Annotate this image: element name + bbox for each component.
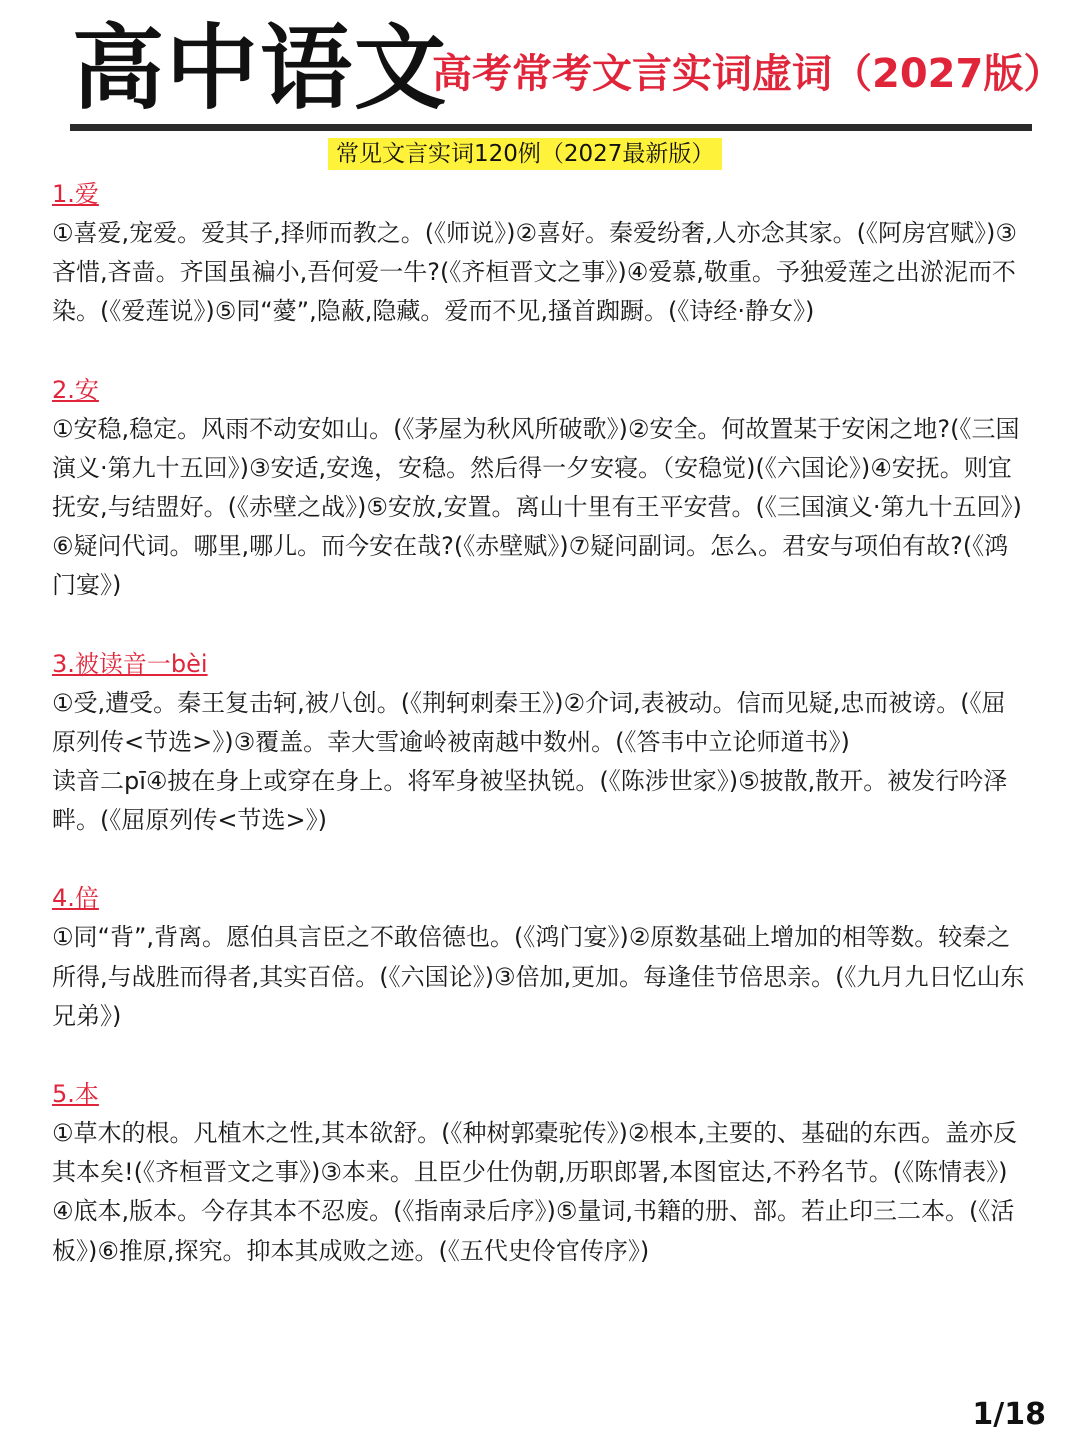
entry-title: 3.被读音一bèi <box>52 649 208 678</box>
entry-body-second-reading: 读音二pī④披在身上或穿在身上。将军身被坚执锐。(《陈涉世家》)⑤披散,散开。被发行吟泽畔。(《屈原列传<节选>》) <box>52 767 1008 835</box>
entry-bei-double <box>52 878 1027 1036</box>
header <box>0 0 1080 167</box>
entry-ben <box>52 1074 1027 1271</box>
entry-body: ①草木的根。凡植木之性,其本欲舒。(《种树郭橐驼传》)②根本,主要的、基础的东西。盖亦反其本矣!(《齐桓晋文之事》)③本来。且臣少仕伪朝,历职郎署,本图宦达,不矜名节。(《陈情表》)④底本,版本。今存其本不忍废。(《指南录后序》)⑤量词,书籍的册、部。若止印三二本。(《活板》)⑥推原,探究。抑本其成败之迹。(《五代史伶官传序》) <box>52 1119 1018 1265</box>
entry-body: ①喜爱,宠爱。爱其子,择师而教之。(《师说》)②喜好。秦爱纷奢,人亦念其家。(《阿房宫赋》)③吝惜,吝啬。齐国虽褊小,吾何爱一牛?(《齐桓晋文之事》)④爱慕,敬重。予独爱莲之出淤泥而不染。(《爱莲说》)⑤同“薆”,隐蔽,隐藏。爱而不见,搔首踟蹰。(《诗经·静女》) <box>52 219 1017 326</box>
page-number: 1/18 <box>972 1397 1046 1432</box>
entry-body: ①安稳,稳定。风雨不动安如山。(《茅屋为秋风所破歌》)②安全。何故置某于安闲之地?(《三国演义·第九十五回》)③安适,安逸，安稳。然后得一夕安寝。（安稳觉)(《六国论》)④安抚。则宜抚安,与结盟好。(《赤壁之战》)⑤安放,安置。离山十里有王平安营。(《三国演义·第九十五回》)⑥疑问代词。哪里,哪儿。而今安在哉?(《赤壁赋》)⑦疑问副词。怎么。君安与项伯有故?(《鸿门宴》) <box>52 414 1022 600</box>
entry-body: ①受,遭受。秦王复击轲,被八创。(《荆轲刺秦王》)②介词,表被动。信而见疑,忠而被谤。(《屈原列传<节选>》)③覆盖。幸大雪逾岭被南越中数州。(《答韦中立论师道书》) <box>52 688 1006 756</box>
entries-list <box>52 174 1027 1309</box>
entry-title: 2.安 <box>52 375 99 404</box>
divider <box>70 124 1032 131</box>
entry-ai <box>52 174 1027 332</box>
subtitle-highlight: 常见文言实词120例（2027最新版） <box>328 138 722 170</box>
entry-body: ①同“背”,背离。愿伯具言臣之不敢倍德也。(《鸿门宴》)②原数基础上增加的相等数。较秦之所得,与战胜而得者,其实百倍。(《六国论》)③倍加,更加。每逢佳节倍思亲。(《九月九日忆山东兄弟》) <box>52 923 1025 1030</box>
entry-an <box>52 370 1027 606</box>
entry-bei-passive <box>52 644 1027 841</box>
brand-title: 高中语文 <box>72 15 449 122</box>
entry-title: 5.本 <box>52 1080 99 1109</box>
entry-title: 1.爱 <box>52 180 99 208</box>
entry-title: 4.倍 <box>52 884 99 913</box>
headline: 高考常考文言实词虚词（2027版） <box>432 51 1064 97</box>
